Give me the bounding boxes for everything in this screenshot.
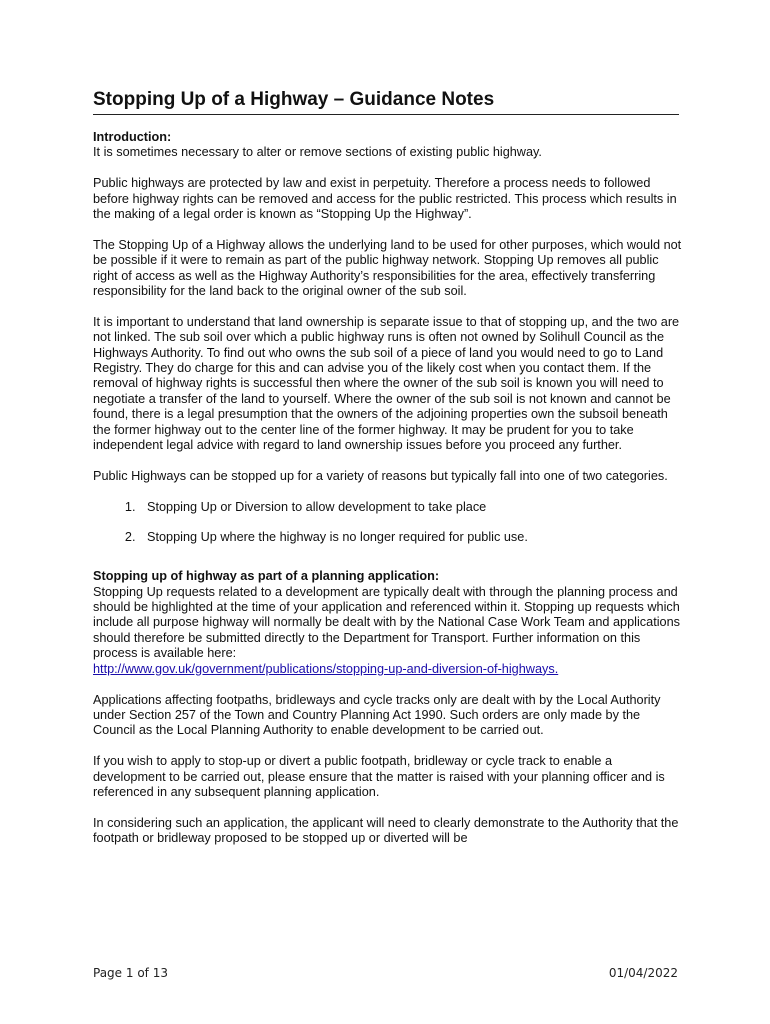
planning-paragraph-4: In considering such an application, the applicant will need to clearly demonstrate to the Authority that the footpath or bridleway proposed to be stopped up or diverted will be bbox=[93, 815, 679, 846]
intro-paragraph-1: It is sometimes necessary to alter or remove sections of existing public highway. bbox=[93, 145, 542, 160]
intro-paragraph-3: The Stopping Up of a Highway allows the underlying land to be used for other purposes, which would not be possible if it were to remain as part of the public highway network. Stopping Up removes all public right of access as well as the Highway Authority’s responsibilities for the area, effectively transferring responsibility for the land back to the original owner of the sub soil. bbox=[93, 237, 682, 299]
introduction-heading: Introduction: bbox=[93, 130, 172, 144]
intro-paragraph-5: Public Highways can be stopped up for a variety of reasons but typically fall into one of two categories. bbox=[93, 468, 668, 483]
document-date: 01/04/2022 bbox=[608, 966, 678, 980]
page-title: Stopping Up of a Highway – Guidance Notes bbox=[93, 88, 679, 115]
planning-paragraph-1 bbox=[93, 585, 683, 677]
section-spacer bbox=[93, 561, 683, 569]
intro-paragraph-2: Public highways are protected by law and exist in perpetuity. Therefore a process needs to followed before highway rights can be removed and access for the public restricted. This process which results in the making of a legal order is known as “Stopping Up the Highway”. bbox=[93, 176, 677, 222]
intro-paragraph-4: It is important to understand that land ownership is separate issue to that of stopping up, and the two are not linked. The sub soil over which a public highway runs is often not owned by Solihull Council as the Highways Authority. To find out who owns the sub soil of a piece of land you would need to go to Land Registry. They do charge for this and can advise you of the likely cost when you contact them. If the removal of highway rights is successful then where the owner of the sub soil is known you will need to negotiate a transfer of the land to yourself. Where the owner of the sub soil is not known and cannot be found, there is a legal presumption that the owners of the adjoining properties own the subsoil beneath the former highway out to the center line of the former highway. It may be prudent for you to take independent legal advice with regard to land ownership issues before you proceed any further. bbox=[93, 314, 680, 453]
planning-paragraph-2: Applications affecting footpaths, bridleways and cycle tracks only are dealt with by the Local Authority under Section 257 of the Town and Country Planning Act 1990. Such orders are only made by the Council as the Local Planning Authority to enable development to be carried out. bbox=[93, 692, 661, 738]
document-body bbox=[93, 130, 683, 862]
planning-paragraph-3: If you wish to apply to stop-up or divert a public footpath, bridleway or cycle track to enable a development to be carried out, please ensure that the matter is raised with your planning officer and is referenced in any subsequent planning application. bbox=[93, 754, 665, 799]
list-item: 1. Stopping Up or Diversion to allow development to take place bbox=[139, 500, 683, 515]
list-item: 2. Stopping Up where the highway is no longer required for public use. bbox=[139, 530, 683, 545]
planning-paragraph-1-text: Stopping Up requests related to a development are typically dealt with through the planning process and should be highlighted at the time of your application and referenced within it. Stopping up requests which include all purpose highway will normally be dealt with by the National Case Work Team and applications should therefore be submitted directly to the Department for Transport. Further information on this process is available here: bbox=[93, 584, 680, 661]
gov-uk-link[interactable]: http://www.gov.uk/government/publications/stopping-up-and-diversion-of-highways. bbox=[93, 661, 559, 676]
planning-heading: Stopping up of highway as part of a planning application: bbox=[93, 569, 440, 584]
categories-list bbox=[93, 500, 683, 546]
page-number: Page 1 of 13 bbox=[93, 966, 168, 980]
